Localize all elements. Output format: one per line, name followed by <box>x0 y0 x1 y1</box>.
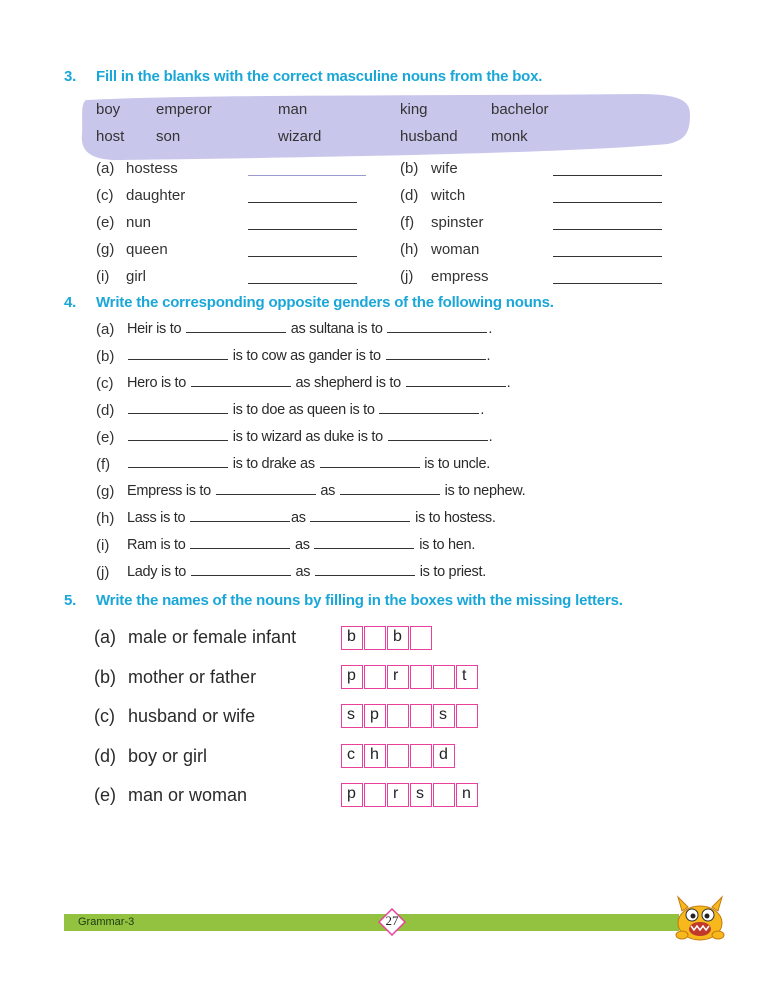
letter-box[interactable]: n <box>456 783 478 807</box>
answer-blank[interactable] <box>216 493 316 495</box>
q4-line-j: Lady is to as is to priest. <box>127 564 486 580</box>
monster-mascot-icon <box>672 893 728 943</box>
letter-box[interactable] <box>387 744 409 768</box>
answer-blank[interactable] <box>248 229 357 230</box>
answer-blank[interactable] <box>379 412 479 414</box>
box-word: monk <box>491 128 528 145</box>
item-word: nun <box>126 214 152 231</box>
q4-line-e: is to wizard as duke is to . <box>127 429 492 445</box>
page-number: 27 <box>385 913 399 928</box>
answer-blank[interactable] <box>190 520 290 522</box>
answer-blank[interactable] <box>553 202 662 203</box>
letter-box[interactable]: b <box>387 626 409 650</box>
item-label: (e) <box>96 429 115 446</box>
item-label: (g) <box>96 241 115 258</box>
answer-blank[interactable] <box>387 331 487 333</box>
item-label: (d) <box>400 187 419 204</box>
letter-box[interactable] <box>456 704 478 728</box>
q4-line-f: is to drake as is to uncle. <box>127 456 490 472</box>
item-label: (f) <box>400 214 415 231</box>
item-word: daughter <box>126 187 186 204</box>
answer-blank[interactable] <box>248 175 366 176</box>
item-label: (f) <box>96 456 111 473</box>
item-word: wife <box>431 160 458 177</box>
answer-blank[interactable] <box>191 574 291 576</box>
item-label: (j) <box>96 564 110 581</box>
answer-blank[interactable] <box>386 358 486 360</box>
letter-box[interactable] <box>387 704 409 728</box>
item-word: spinster <box>431 214 484 231</box>
footer-bar <box>64 914 679 931</box>
q4-line-d: is to doe as queen is to . <box>127 402 484 418</box>
q4-number: 4. <box>64 294 77 311</box>
item-clue: mother or father <box>128 667 257 687</box>
box-word: bachelor <box>491 101 549 118</box>
answer-blank[interactable] <box>310 520 410 522</box>
q5-heading: Write the names of the nouns by filling in the boxes with the missing letters. <box>96 592 623 609</box>
item-clue: man or woman <box>128 785 248 805</box>
box-word: boy <box>96 101 121 118</box>
letter-box[interactable] <box>364 626 386 650</box>
letter-box[interactable] <box>433 665 455 689</box>
q4-line-i: Ram is to as is to hen. <box>127 537 476 553</box>
item-label: (e) <box>96 214 115 231</box>
answer-blank[interactable] <box>248 283 357 284</box>
box-word: king <box>400 101 428 118</box>
item-label: (a) <box>96 321 115 338</box>
item-label: (j) <box>400 268 414 285</box>
item-label: (c) <box>96 187 114 204</box>
answer-blank[interactable] <box>248 256 357 257</box>
q3-heading: Fill in the blanks with the correct masculine nouns from the box. <box>96 68 543 85</box>
q4-line-b: is to cow as gander is to . <box>127 348 490 364</box>
answer-blank[interactable] <box>248 202 357 203</box>
q3-number: 3. <box>64 68 77 85</box>
item-clue: male or female infant <box>128 627 297 647</box>
item-word: hostess <box>126 160 178 177</box>
item-label: (b) <box>94 667 116 687</box>
item-label: (h) <box>96 510 115 527</box>
item-label: (b) <box>400 160 419 177</box>
item-label: (g) <box>96 483 115 500</box>
answer-blank[interactable] <box>553 283 662 284</box>
footer-label: Grammar-3 <box>78 916 135 928</box>
letter-box[interactable]: c <box>341 744 363 768</box>
item-label: (i) <box>96 537 110 554</box>
letter-box[interactable]: t <box>456 665 478 689</box>
answer-blank[interactable] <box>315 574 415 576</box>
letter-box[interactable] <box>410 704 432 728</box>
answer-blank[interactable] <box>128 412 228 414</box>
item-word: girl <box>126 268 147 285</box>
letter-box[interactable] <box>433 783 455 807</box>
q4-line-g: Empress is to as is to nephew. <box>127 483 526 499</box>
answer-blank[interactable] <box>553 175 662 176</box>
item-clue: boy or girl <box>128 746 208 766</box>
answer-blank[interactable] <box>190 547 290 549</box>
answer-blank[interactable] <box>128 466 228 468</box>
letter-box[interactable]: p <box>364 704 386 728</box>
answer-blank[interactable] <box>340 493 440 495</box>
answer-blank[interactable] <box>128 358 228 360</box>
q4-line-h: Lass is to as is to hostess. <box>127 510 496 526</box>
item-word: woman <box>431 241 480 258</box>
answer-blank[interactable] <box>406 385 506 387</box>
answer-blank[interactable] <box>186 331 286 333</box>
item-label: (i) <box>96 268 110 285</box>
item-word: queen <box>126 241 168 258</box>
answer-blank[interactable] <box>191 385 291 387</box>
letter-box[interactable] <box>364 665 386 689</box>
item-word: empress <box>431 268 489 285</box>
letter-box[interactable]: d <box>433 744 455 768</box>
item-label: (e) <box>94 785 116 805</box>
item-word: witch <box>431 187 466 204</box>
box-word: son <box>156 128 181 145</box>
box-word: host <box>96 128 125 145</box>
letter-box[interactable]: s <box>433 704 455 728</box>
q4-line-c: Hero is to as shepherd is to . <box>127 375 511 391</box>
answer-blank[interactable] <box>553 229 662 230</box>
letter-box[interactable]: b <box>341 626 363 650</box>
letter-box[interactable]: s <box>410 783 432 807</box>
letter-box[interactable]: r <box>387 783 409 807</box>
q5-number: 5. <box>64 592 77 609</box>
item-label: (c) <box>96 375 114 392</box>
letter-box[interactable] <box>410 665 432 689</box>
box-word: wizard <box>278 128 322 145</box>
answer-blank[interactable] <box>128 439 228 441</box>
item-label: (a) <box>96 160 115 177</box>
box-word: husband <box>400 128 458 145</box>
letter-box[interactable]: p <box>341 783 363 807</box>
answer-blank[interactable] <box>553 256 662 257</box>
item-label: (d) <box>94 746 116 766</box>
answer-blank[interactable] <box>320 466 420 468</box>
answer-blank[interactable] <box>314 547 414 549</box>
q4-line-a: Heir is to as sultana is to . <box>127 321 493 337</box>
item-clue: husband or wife <box>128 706 256 726</box>
letter-box[interactable]: r <box>387 665 409 689</box>
letter-box[interactable]: h <box>364 744 386 768</box>
letter-box[interactable] <box>410 626 432 650</box>
item-label: (c) <box>94 706 115 726</box>
box-word: man <box>278 101 308 118</box>
letter-box[interactable]: s <box>341 704 363 728</box>
answer-blank[interactable] <box>388 439 488 441</box>
item-label: (h) <box>400 241 419 258</box>
item-label: (b) <box>96 348 115 365</box>
q4-heading: Write the corresponding opposite genders of the following nouns. <box>96 294 554 311</box>
item-label: (a) <box>94 627 116 647</box>
letter-box[interactable] <box>410 744 432 768</box>
item-label: (d) <box>96 402 115 419</box>
letter-box[interactable]: p <box>341 665 363 689</box>
letter-box[interactable] <box>364 783 386 807</box>
box-word: emperor <box>156 101 212 118</box>
